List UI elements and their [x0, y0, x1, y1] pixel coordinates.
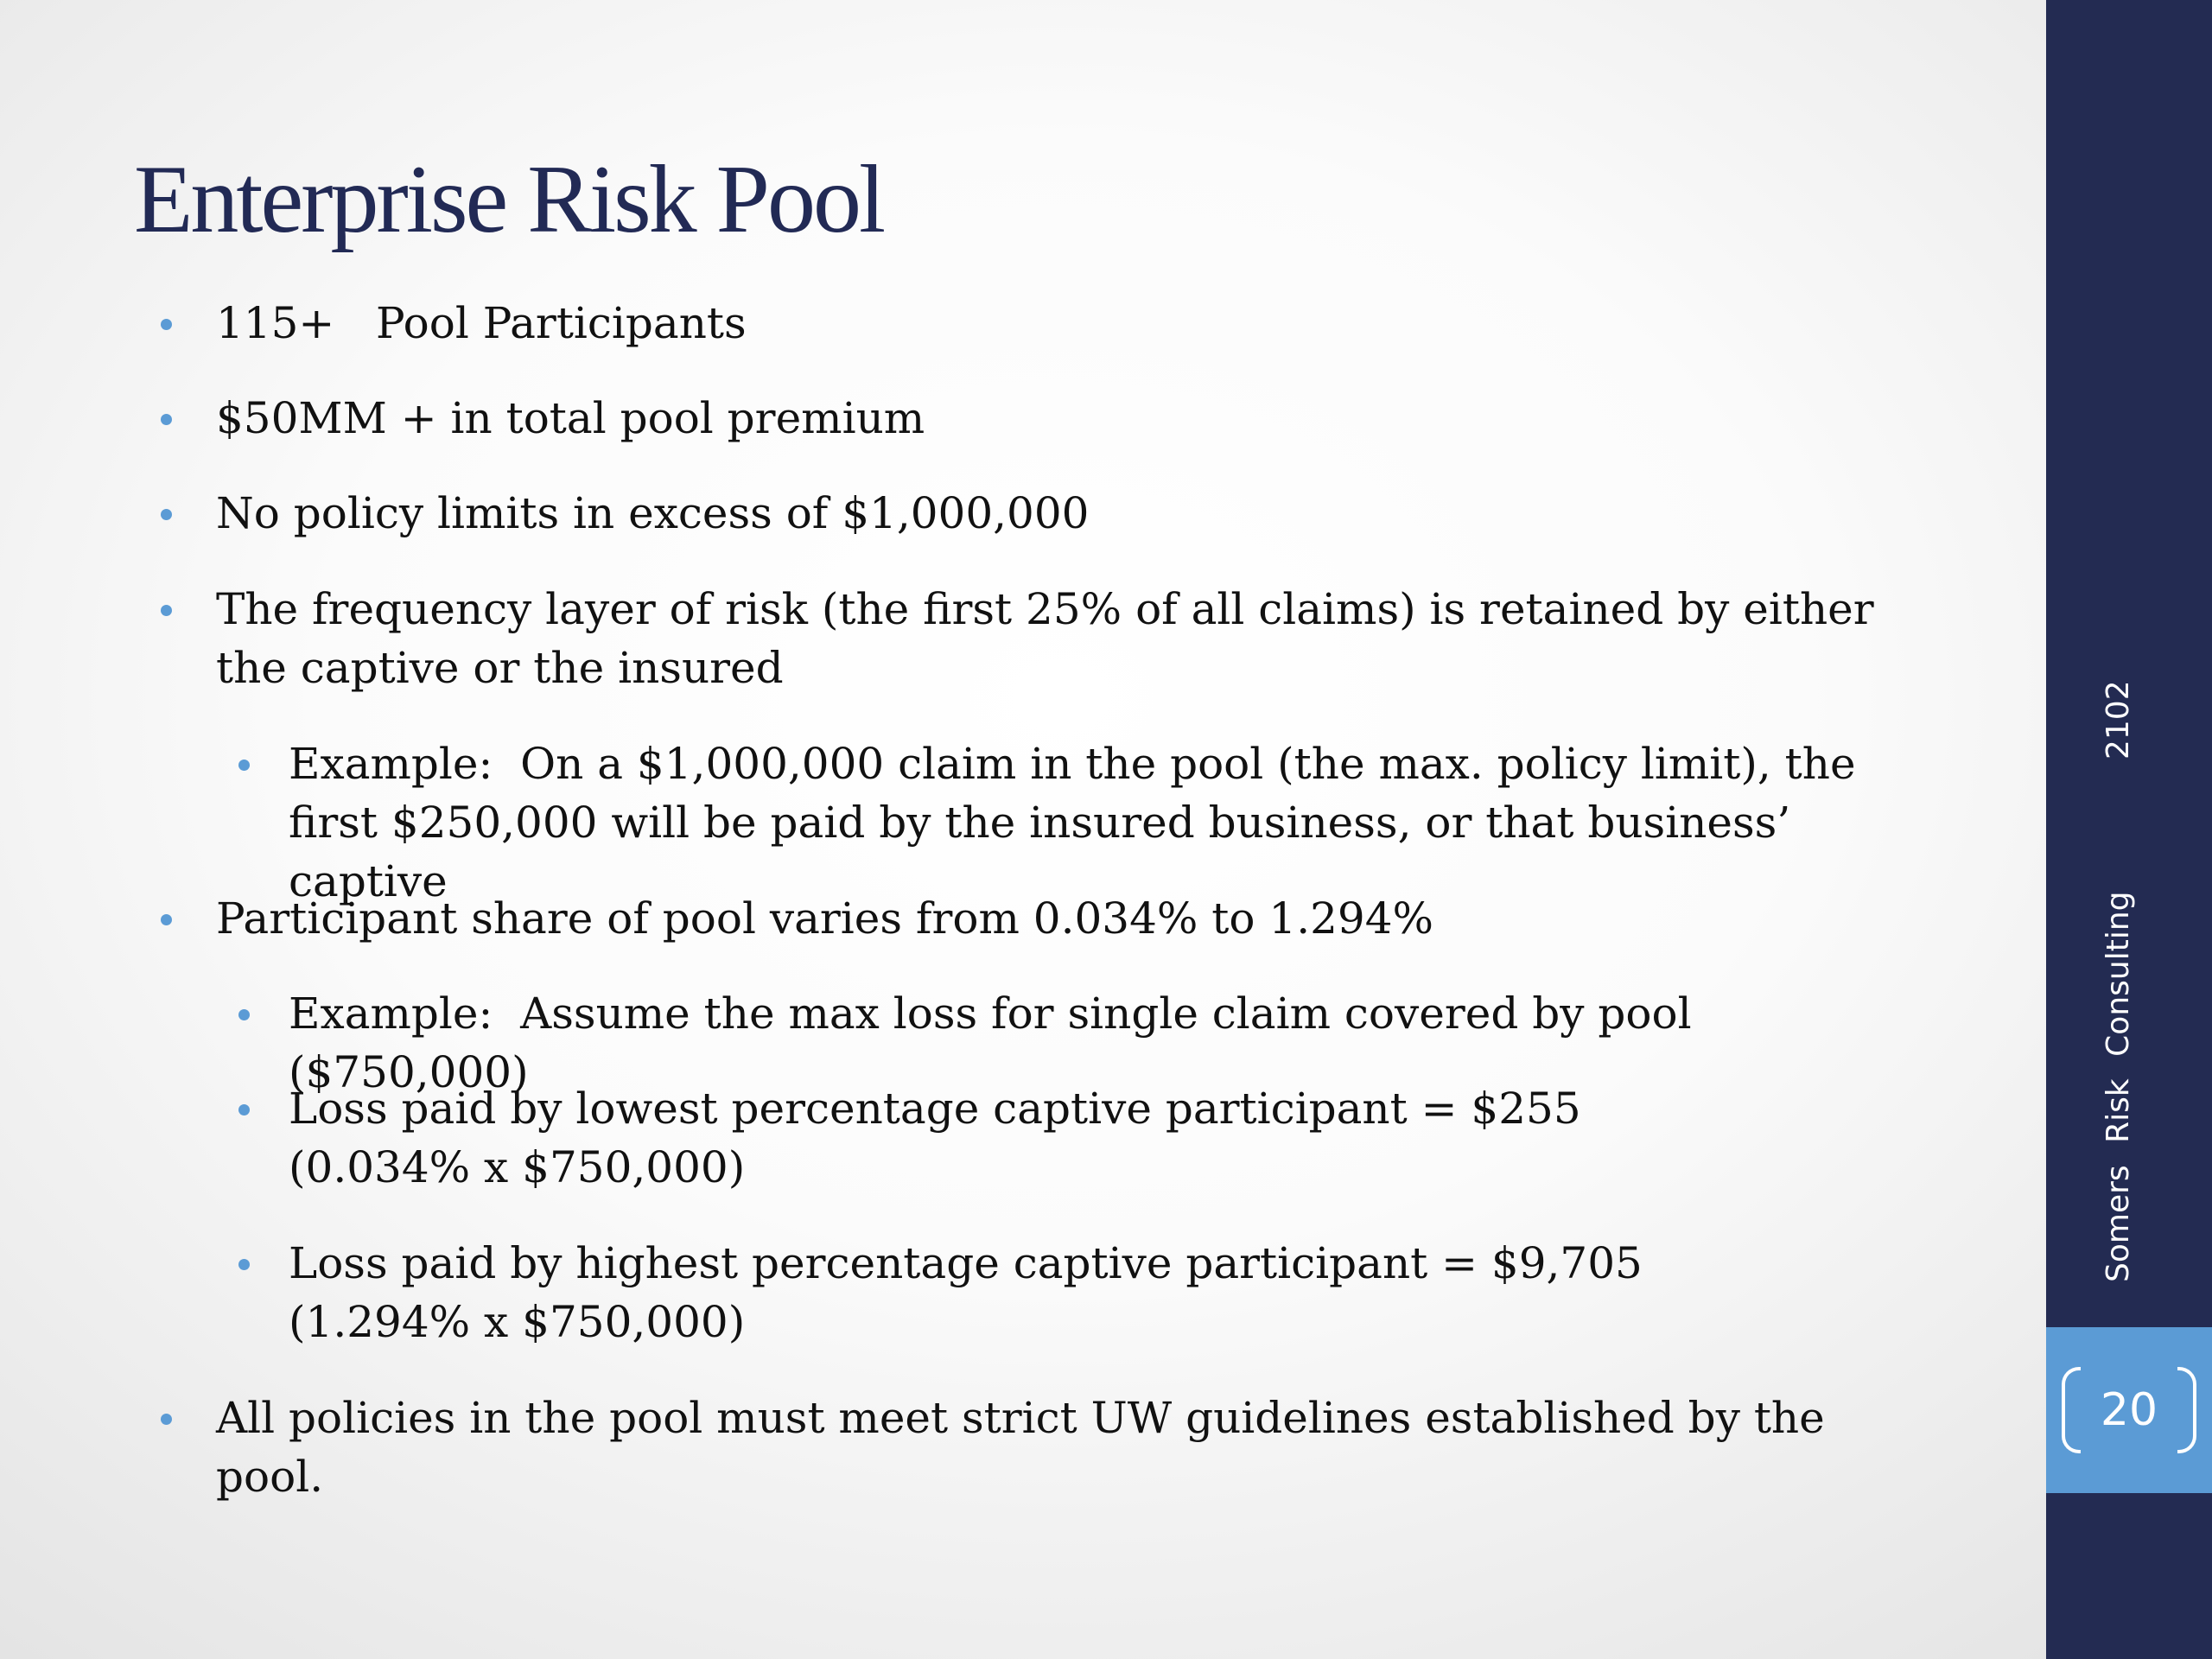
bullet-text: Participant share of pool varies from 0.034% to 1.294% [216, 893, 1434, 944]
bullet-icon [238, 1259, 250, 1270]
bullet-text: Example: On a $1,000,000 claim in the pool (the max. policy limit), the first $250,000 will be paid by the insured business, or that business’ captive [289, 739, 1870, 906]
bullet-icon [161, 914, 172, 925]
page-number: 20 [2100, 1384, 2158, 1436]
bullet-text: The frequency layer of risk (the first 25% of all claims) is retained by either the captive or the insured [216, 584, 1874, 693]
bullet-text: All policies in the pool must meet strict UW guidelines established by the pool. [216, 1393, 1825, 1502]
sub-bullet-item [289, 1079, 1775, 1197]
bullet-icon [161, 1414, 172, 1425]
page-number-box [2046, 1327, 2212, 1493]
bullet-text: Loss paid by highest percentage captive participant = $9,705 (1.294% x $750,000) [289, 1238, 1643, 1347]
bullet-icon [161, 509, 172, 520]
bullet-icon [238, 1009, 250, 1020]
bullet-item [216, 889, 1944, 948]
bullet-icon [161, 319, 172, 330]
bullet-item [216, 389, 1944, 448]
bullet-text: No policy limits in excess of $1,000,000 [216, 488, 1090, 538]
bullet-text: Loss paid by lowest percentage captive participant = $255 (0.034% x $750,000) [289, 1084, 1581, 1192]
bullet-text: Example: Assume the max loss for single claim covered by pool ($750,000) [289, 988, 1706, 1097]
bullet-text: $50MM + in total pool premium [216, 393, 925, 443]
bullet-item [216, 1389, 1944, 1506]
bullet-icon [161, 414, 172, 425]
company-name: Somers Risk Consulting [2101, 891, 2136, 1282]
bullet-icon [238, 760, 250, 771]
sidebar-footer-text [2084, 677, 2153, 1282]
bullet-item [216, 294, 1944, 353]
bullet-text: 115+ Pool Participants [216, 298, 747, 348]
bullet-icon [238, 1104, 250, 1116]
sub-bullet-item [289, 1234, 1809, 1351]
bullet-item [216, 580, 1910, 697]
bullet-item [216, 484, 1944, 543]
sub-bullet-item [289, 734, 1930, 911]
bullet-icon [161, 605, 172, 616]
footer-year: 2102 [2101, 680, 2136, 760]
slide-title: Enterprise Risk Pool [134, 146, 884, 253]
